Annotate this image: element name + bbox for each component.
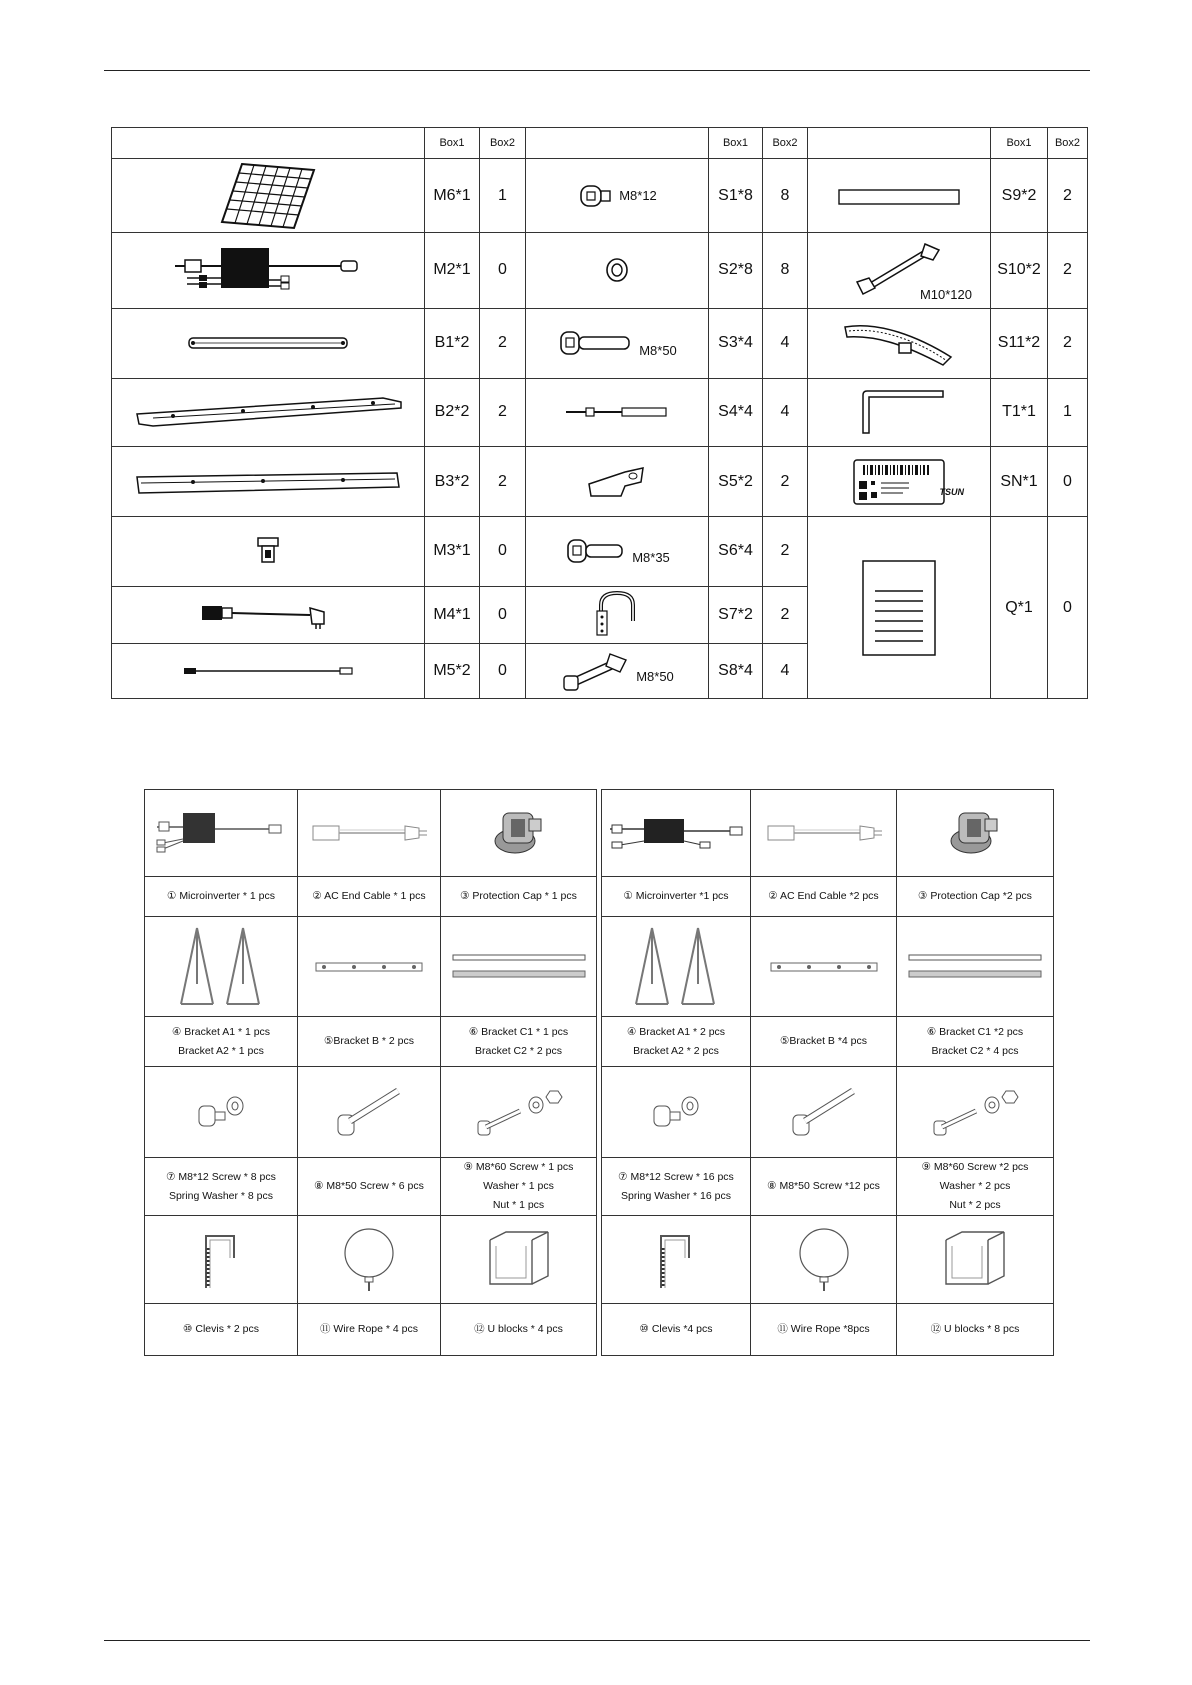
box2-qty: 8: [763, 159, 808, 233]
kit-image-row: [145, 1216, 597, 1304]
screw-washer-icon: [646, 1092, 706, 1132]
parts-row: [112, 233, 1088, 309]
kit-caption: Spring Washer * 8 pcs: [168, 1189, 274, 1202]
washer-icon: [602, 255, 632, 285]
box2-qty: 2: [763, 447, 808, 517]
clevis-icon: [196, 1228, 246, 1292]
kit-caption: ⑤Bracket B * 2 pcs: [324, 1035, 414, 1047]
part-code: S9*2: [991, 159, 1048, 233]
kit-image-row: [145, 1067, 597, 1158]
part-size-label: M8*12: [619, 188, 657, 204]
bracket-c-rails-icon: [451, 953, 587, 981]
protection-cap-small-icon: [256, 536, 280, 566]
part-code: S8*4: [709, 644, 763, 699]
microinverter-icon: [606, 809, 746, 857]
part-code: M2*1: [425, 233, 480, 309]
kit-caption-row: [602, 877, 1054, 917]
kit-caption: ⑪ Wire Rope *8pcs: [751, 1304, 897, 1356]
kit-caption: ① Microinverter * 1 pcs: [145, 877, 298, 917]
brand-logo-text: TSUN: [939, 486, 964, 497]
part-code: S10*2: [991, 233, 1048, 309]
serial-label-icon: [853, 459, 945, 505]
bracket-b1-icon: [183, 332, 353, 354]
screw-washer-nut-icon: [930, 1085, 1020, 1139]
parts-row: [112, 308, 1088, 378]
box2-qty: 1: [480, 159, 526, 233]
box2-qty: 2: [480, 447, 526, 517]
bracket-c-rails-icon: [907, 953, 1043, 981]
part-code: S2*8: [709, 233, 763, 309]
part-code: T1*1: [991, 378, 1048, 447]
part-code: B1*2: [425, 308, 480, 378]
long-screw-icon: [789, 1085, 859, 1139]
box2-qty: 0: [1048, 517, 1088, 699]
kit-caption: ⑧ M8*50 Screw *12 pcs: [767, 1180, 880, 1192]
kit-image-row: [602, 917, 1054, 1017]
part-code: S11*2: [991, 308, 1048, 378]
box2-qty: 0: [1048, 447, 1088, 517]
tripod-bracket-icon: [173, 924, 269, 1010]
long-screw-icon: [334, 1085, 404, 1139]
header-blank: [808, 128, 991, 159]
extension-cable-icon: [182, 665, 354, 677]
box2-qty: 0: [480, 517, 526, 587]
part-code: Q*1: [991, 517, 1048, 699]
header-blank: [112, 128, 425, 159]
kit-table-single: [144, 789, 597, 1356]
u-block-icon: [484, 1230, 554, 1290]
parts-row: [112, 447, 1088, 517]
footer-rule: [104, 1640, 1090, 1641]
kit-caption-row: [145, 877, 597, 917]
screw-washer-nut-icon: [474, 1085, 564, 1139]
part-size-label: M8*50: [639, 342, 677, 358]
threaded-rod-icon: [562, 405, 672, 419]
part-size-label: M10*120: [919, 286, 972, 302]
kit-caption: ④ Bracket A1 * 1 pcs: [171, 1025, 271, 1038]
box2-qty: 0: [480, 644, 526, 699]
ac-cable-plug-icon: [198, 600, 338, 630]
u-block-icon: [940, 1230, 1010, 1290]
box2-qty: 2: [1048, 233, 1088, 309]
kit-caption: Nut * 1 pcs: [492, 1199, 545, 1211]
box2-qty: 2: [480, 378, 526, 447]
kit-image-row: [145, 917, 597, 1017]
wire-rope-icon: [794, 1225, 854, 1295]
kit-caption-row: [145, 1304, 597, 1356]
part-code: M4*1: [425, 586, 480, 644]
kit-caption: Bracket A2 * 2 pcs: [633, 1044, 719, 1057]
ac-end-cable-icon: [309, 818, 429, 848]
kit-image-row: [602, 1067, 1054, 1158]
kit-caption: ⑨ M8*60 Screw * 1 pcs: [463, 1161, 574, 1173]
header-box1: Box1: [991, 128, 1048, 159]
parts-table: [111, 127, 1088, 699]
kit-caption-row: [602, 1158, 1054, 1216]
screw-medium-icon: [564, 538, 626, 564]
kit-caption: ④ Bracket A1 * 2 pcs: [626, 1025, 726, 1038]
part-code: M5*2: [425, 644, 480, 699]
kit-caption: Bracket A2 * 1 pcs: [178, 1044, 264, 1057]
kit-caption: Washer * 2 pcs: [939, 1180, 1011, 1192]
t-bolt-icon: [560, 650, 630, 692]
kit-image-row: [602, 790, 1054, 877]
protection-cap-icon: [489, 805, 549, 861]
clevis-icon: [651, 1228, 701, 1292]
box2-qty: 1: [1048, 378, 1088, 447]
kit-caption: ② AC End Cable *2 pcs: [751, 877, 897, 917]
part-code: SN*1: [991, 447, 1048, 517]
parts-row: [112, 517, 1088, 587]
box2-qty: 0: [480, 586, 526, 644]
kit-caption: ⑧ M8*50 Screw * 6 pcs: [314, 1180, 424, 1192]
kit-caption: ⑤Bracket B *4 pcs: [779, 1035, 868, 1047]
box2-qty: 2: [1048, 308, 1088, 378]
header-box2: Box2: [480, 128, 526, 159]
box2-qty: 0: [480, 233, 526, 309]
wire-tie-icon: [839, 317, 959, 369]
solar-panel-icon: [220, 162, 316, 230]
u-clamp-icon: [595, 591, 639, 639]
kit-caption: ⑦ M8*12 Screw * 16 pcs: [618, 1170, 734, 1183]
part-code: M3*1: [425, 517, 480, 587]
kit-caption: ① Microinverter *1 pcs: [602, 877, 751, 917]
part-size-label: M8*50: [636, 668, 674, 684]
tripod-bracket-icon: [628, 924, 724, 1010]
box2-qty: 8: [763, 233, 808, 309]
kit-caption: Bracket C2 * 4 pcs: [931, 1044, 1019, 1057]
part-code: S6*4: [709, 517, 763, 587]
parts-header-row: [112, 128, 1088, 159]
kit-caption: ③ Protection Cap * 1 pcs: [441, 877, 597, 917]
screw-icon: [577, 182, 613, 210]
box2-qty: 2: [763, 586, 808, 644]
kit-caption: Bracket C2 * 2 pcs: [475, 1044, 562, 1057]
part-code: S5*2: [709, 447, 763, 517]
box2-qty: 2: [763, 517, 808, 587]
angle-clamp-icon: [585, 464, 649, 500]
kit-caption-row: [602, 1304, 1054, 1356]
kit-caption: ③ Protection Cap *2 pcs: [897, 877, 1054, 917]
kit-image-row: [602, 1216, 1054, 1304]
box2-qty: 4: [763, 378, 808, 447]
kit-caption: Washer * 1 pcs: [483, 1180, 554, 1192]
microinverter-icon: [173, 242, 363, 298]
rail-bar-icon: [837, 186, 961, 206]
manual-document-icon: [861, 559, 937, 657]
box2-qty: 4: [763, 308, 808, 378]
part-code: M6*1: [425, 159, 480, 233]
header-box2: Box2: [1048, 128, 1088, 159]
bracket-b-icon: [314, 960, 424, 974]
header-rule: [104, 70, 1090, 71]
kit-table-double: [601, 789, 1054, 1356]
hex-key-icon: [849, 389, 949, 435]
box2-qty: 2: [1048, 159, 1088, 233]
part-code: B2*2: [425, 378, 480, 447]
kit-caption: ⑥ Bracket C1 *2 pcs: [926, 1025, 1024, 1038]
header-box1: Box1: [425, 128, 480, 159]
kit-caption: ⑩ Clevis * 2 pcs: [145, 1304, 298, 1356]
kit-image-row: [145, 790, 597, 877]
part-code: S3*4: [709, 308, 763, 378]
header-box2: Box2: [763, 128, 808, 159]
header-blank: [526, 128, 709, 159]
kit-caption-row: [145, 1017, 597, 1067]
kit-caption: ⑦ M8*12 Screw * 8 pcs: [166, 1170, 276, 1183]
parts-row: [112, 159, 1088, 233]
kit-caption: ⑫ U blocks * 4 pcs: [441, 1304, 597, 1356]
part-size-label: M8*35: [632, 549, 670, 565]
part-code: B3*2: [425, 447, 480, 517]
part-code: S4*4: [709, 378, 763, 447]
screw-washer-icon: [191, 1092, 251, 1132]
kit-caption: ② AC End Cable * 1 pcs: [298, 877, 441, 917]
kit-caption: Spring Washer * 16 pcs: [621, 1189, 731, 1202]
header-box1: Box1: [709, 128, 763, 159]
box2-qty: 4: [763, 644, 808, 699]
kit-caption: ⑩ Clevis *4 pcs: [602, 1304, 751, 1356]
screw-long-icon: [557, 330, 633, 356]
bracket-b2-icon: [133, 394, 403, 430]
kit-caption: Nut * 2 pcs: [949, 1199, 1001, 1211]
protection-cap-icon: [945, 805, 1005, 861]
part-code: S7*2: [709, 586, 763, 644]
microinverter-icon: [153, 809, 289, 857]
box2-qty: 2: [480, 308, 526, 378]
kit-caption: ⑨ M8*60 Screw *2 pcs: [921, 1161, 1029, 1173]
bracket-b3-icon: [133, 467, 403, 497]
bracket-b-icon: [769, 960, 879, 974]
kit-caption-row: [145, 1158, 597, 1216]
kit-caption: ⑥ Bracket C1 * 1 pcs: [468, 1025, 569, 1038]
kit-caption-row: [602, 1017, 1054, 1067]
part-code: S1*8: [709, 159, 763, 233]
kit-caption: ⑫ U blocks * 8 pcs: [897, 1304, 1054, 1356]
ac-end-cable-icon: [764, 818, 884, 848]
wire-rope-icon: [339, 1225, 399, 1295]
kit-caption: ⑪ Wire Rope * 4 pcs: [298, 1304, 441, 1356]
parts-row: [112, 378, 1088, 447]
